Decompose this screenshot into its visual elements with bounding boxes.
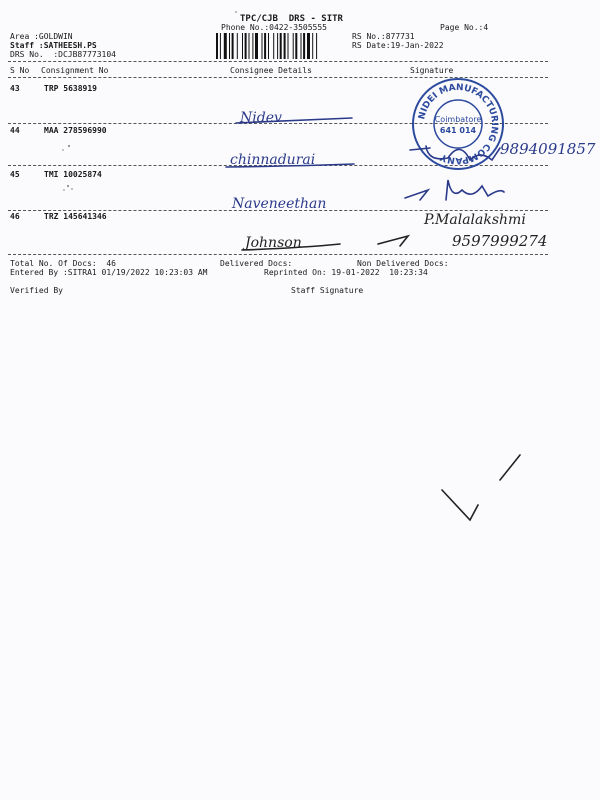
barcode-bar [301,33,302,59]
barcode-bar [216,33,218,59]
barcode-bar [307,33,310,59]
row-sno: 45 [10,170,20,179]
barcode [216,33,348,59]
barcode-bar [255,33,258,59]
document-title: TPC/CJB DRS - SITR [240,14,343,24]
column-consignee: Consignee Details [230,66,312,75]
arrow-mark [378,236,408,246]
row-consignment: MAA 278596990 [44,126,107,135]
barcode-bar [288,33,289,59]
barcode-bar [249,33,250,59]
divider [8,254,548,255]
verified-by: Verified By [10,286,63,295]
column-consignment: Consignment No [41,66,109,75]
barcode-bar [312,33,313,59]
phone-number: Phone No.:0422-3505555 [221,23,327,32]
receiver-phone: 9597999274 [452,232,548,250]
row-consignment: TRZ 145641346 [44,212,107,221]
row-consignment: TRP 5638919 [44,84,97,93]
delivered-docs: Delivered Docs: [220,259,293,268]
barcode-bar [229,33,230,59]
consignee-name: Nidev [240,110,282,126]
divider [8,61,548,62]
area-label: Area :GOLDWIN [10,32,73,41]
staff-label: Staff :SATHEESH.PS [10,41,97,50]
receiver-signature: P.Malalakshmi [424,212,526,228]
barcode-bar [232,33,234,59]
staff-signature: Staff Signature [291,286,364,295]
rs-number: RS No.:877731 [352,32,415,41]
barcode-bar [268,33,269,59]
barcode-bar [237,33,238,59]
barcode-bar [252,33,253,59]
barcode-bar [295,33,297,59]
row-consignment: TMI 10025874 [44,170,102,179]
barcode-bar [264,33,266,59]
barcode-bar [293,33,294,59]
column-sno: S No [10,66,30,75]
reprinted-on: Reprinted On: 19-01-2022 10:23:34 [264,268,428,277]
barcode-bar [303,33,305,59]
arrow-mark [405,190,428,200]
barcode-bar [273,33,274,59]
consignee-name: chinnadurai [230,152,316,168]
entered-by: Entered By :SITRA1 01/19/2022 10:23:03 AM [10,268,208,277]
divider [8,210,548,211]
barcode-bar [280,33,282,59]
barcode-bar [242,33,243,59]
stamp-city: Coimbatore [434,115,482,124]
barcode-bar [316,33,317,59]
stamp-pin: 641 014 [439,126,477,135]
column-signature: Signature [410,66,454,75]
company-stamp [410,76,506,172]
barcode-bar [277,33,278,59]
barcode-bar [284,33,286,59]
row-sno: 44 [10,126,20,135]
stray-mark [500,455,520,480]
barcode-bar [220,33,221,59]
non-delivered-docs: Non Delivered Docs: [357,259,449,268]
total-docs: Total No. Of Docs: 46 [10,259,116,268]
row-sno: 43 [10,84,20,93]
consignee-name: Naveneethan [232,196,327,212]
barcode-bar [224,33,227,59]
tick-mark [442,490,478,520]
signature-mark [446,180,504,200]
stamp-ring-text: NIDEI MANUFACTURING COMPANY [417,82,500,166]
row-sno: 46 [10,212,20,221]
drs-number: DRS No. :DCJB87773104 [10,50,116,59]
barcode-bar [262,33,263,59]
rs-date: RS Date:19-Jan-2022 [352,41,444,50]
page-number: Page No.:4 [440,23,489,32]
consignee-phone: 9894091857 [500,140,596,158]
consignee-name: Johnson [245,235,302,251]
barcode-bar [245,33,247,59]
